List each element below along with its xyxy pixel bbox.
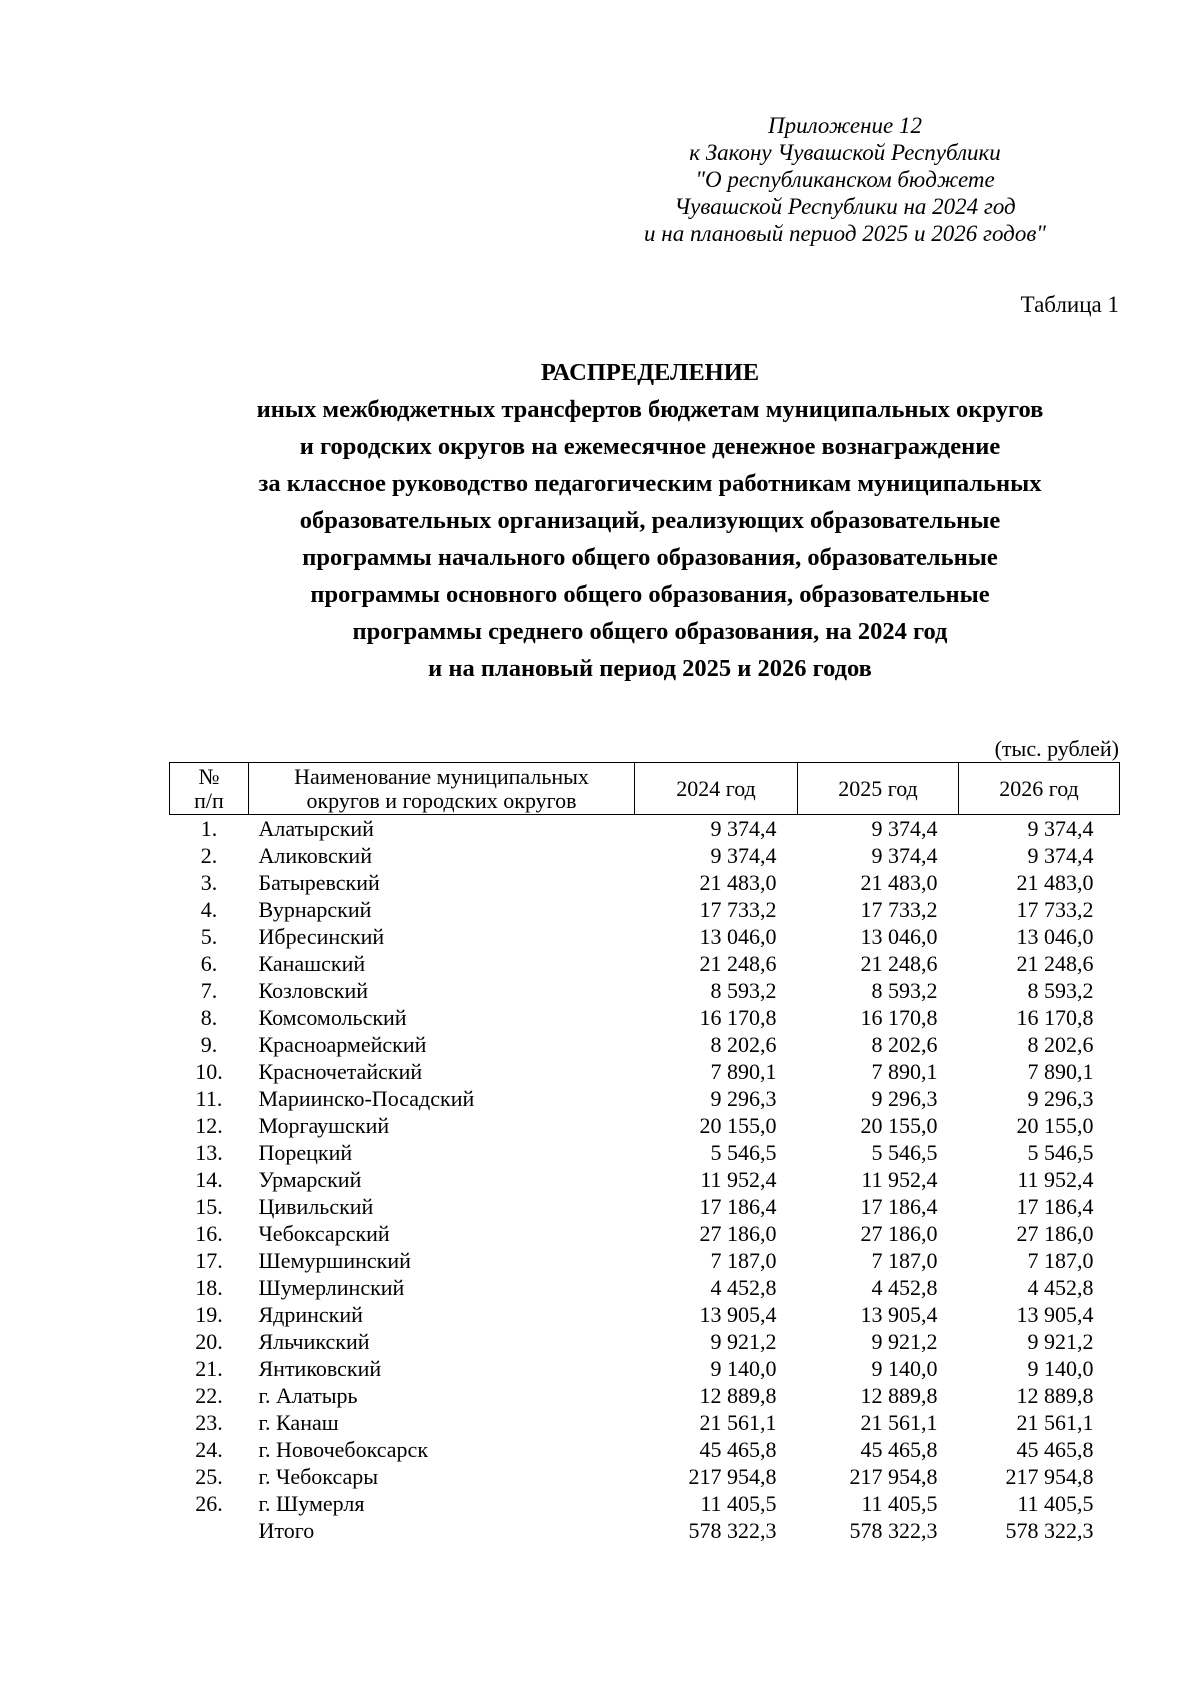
value-2026: 7 890,1: [1027, 1059, 1094, 1084]
row-name: г. Чебоксары: [258, 1464, 379, 1489]
value-2026: 16 170,8: [1016, 1005, 1094, 1030]
value-2025: 13 046,0: [860, 924, 938, 949]
value-2025: 16 170,8: [860, 1005, 938, 1030]
value-2025: 17 186,4: [860, 1194, 938, 1219]
total-row: [170, 1517, 1120, 1544]
table-row: [170, 1085, 1120, 1112]
value-2026: 9 921,2: [1027, 1329, 1094, 1354]
row-number: 15.: [195, 1194, 223, 1219]
value-2026: 21 561,1: [1016, 1410, 1094, 1435]
table-row: [170, 1355, 1120, 1382]
value-2025: 8 202,6: [871, 1032, 938, 1057]
value-2026: 13 905,4: [1016, 1302, 1094, 1327]
row-name: Урмарский: [258, 1167, 362, 1192]
annex-line: Чувашской Республики на 2024 год: [674, 194, 1016, 219]
value-2025: 21 248,6: [860, 951, 938, 976]
value-2026: 11 952,4: [1017, 1167, 1094, 1192]
table-row: [170, 1436, 1120, 1463]
row-number: 10.: [195, 1059, 223, 1084]
table-row: [170, 1382, 1120, 1409]
value-2024: 16 170,8: [699, 1005, 777, 1030]
row-number: 20.: [195, 1329, 223, 1354]
table-row: [170, 1166, 1120, 1193]
table-row: [170, 1409, 1120, 1436]
value-2024: 8 593,2: [710, 978, 777, 1003]
title-line: образовательных организаций, реализующих образовательные: [299, 507, 1001, 534]
row-name: Вурнарский: [258, 897, 372, 922]
title-line: программы среднего общего образования, на 2024 год: [352, 618, 948, 645]
value-2024: 45 465,8: [699, 1437, 777, 1462]
row-name: г. Новочебоксарск: [258, 1437, 429, 1462]
annex-line: и на плановый период 2025 и 2026 годов": [644, 221, 1046, 246]
table-row: [170, 1058, 1120, 1085]
table-row: [170, 1301, 1120, 1328]
row-name: Янтиковский: [258, 1356, 382, 1381]
row-number: 7.: [200, 978, 218, 1003]
value-2024: 11 405,5: [700, 1491, 777, 1516]
value-2024: 9 921,2: [710, 1329, 777, 1354]
value-2026: 21 248,6: [1016, 951, 1094, 976]
annex-block: [560, 112, 1130, 247]
row-name: Канашский: [258, 951, 366, 976]
row-number: 18.: [195, 1275, 223, 1300]
row-name: Красночетайский: [258, 1059, 423, 1084]
row-number: 6.: [200, 951, 218, 976]
row-number: 3.: [200, 870, 218, 895]
value-2026: 11 405,5: [1017, 1491, 1094, 1516]
row-number: 12.: [195, 1113, 223, 1138]
row-number: 23.: [195, 1410, 223, 1435]
value-2026: 17 733,2: [1016, 897, 1094, 922]
row-name: Алатырский: [258, 816, 374, 841]
table-header: [170, 763, 1120, 815]
value-2025: 17 733,2: [860, 897, 938, 922]
title-line: программы основного общего образования, образовательные: [310, 581, 990, 608]
table-row: [170, 1139, 1120, 1166]
value-2026: 8 593,2: [1027, 978, 1094, 1003]
value-2024: 12 889,8: [699, 1383, 777, 1408]
value-2025: 9 296,3: [871, 1086, 938, 1111]
value-2025: 12 889,8: [860, 1383, 938, 1408]
annex-line: к Закону Чувашской Республики: [689, 140, 1001, 165]
value-2025: 20 155,0: [860, 1113, 938, 1138]
row-number: 22.: [195, 1383, 223, 1408]
value-2025: 217 954,8: [849, 1464, 938, 1489]
row-number: [170, 1517, 249, 1544]
row-number: 16.: [195, 1221, 223, 1246]
value-2024: 21 561,1: [699, 1410, 777, 1435]
annex-line: "О республиканском бюджете: [695, 167, 995, 192]
row-name: г. Алатырь: [258, 1383, 358, 1408]
title-line: и городских округов на ежемесячное денежное вознаграждение: [299, 433, 1001, 460]
row-name: Комсомольский: [258, 1005, 407, 1030]
row-number: 8.: [200, 1005, 218, 1030]
table-row: [170, 1004, 1120, 1031]
table-row: [170, 896, 1120, 923]
value-2024: 21 248,6: [699, 951, 777, 976]
value-2026: 5 546,5: [1027, 1140, 1094, 1165]
row-name: Шумерлинский: [258, 1275, 405, 1300]
value-2024: 9 140,0: [710, 1356, 777, 1381]
value-2026: 12 889,8: [1016, 1383, 1094, 1408]
value-2024: 13 046,0: [699, 924, 777, 949]
table-row: [170, 815, 1120, 843]
row-name: Красноармейский: [258, 1032, 427, 1057]
value-2026: 45 465,8: [1016, 1437, 1094, 1462]
value-2024: 7 187,0: [710, 1248, 777, 1273]
table-row: [170, 1220, 1120, 1247]
value-2024: 11 952,4: [700, 1167, 777, 1192]
header-2024: 2024 год: [635, 763, 798, 815]
row-name: Шемуршинский: [258, 1248, 411, 1273]
value-2026: 9 140,0: [1027, 1356, 1094, 1381]
value-2025: 5 546,5: [871, 1140, 938, 1165]
row-number: 4.: [200, 897, 218, 922]
value-2025: 7 187,0: [871, 1248, 938, 1273]
value-2025: 9 140,0: [871, 1356, 938, 1381]
title-line: РАСПРЕДЕЛЕНИЕ: [540, 359, 760, 386]
row-number: 25.: [195, 1464, 223, 1489]
table-row: [170, 977, 1120, 1004]
header-2026: 2026 год: [959, 763, 1120, 815]
value-2024: 20 155,0: [699, 1113, 777, 1138]
header-name-line2: округов и городских округов: [306, 787, 577, 813]
table-row: [170, 923, 1120, 950]
value-2026: 217 954,8: [1005, 1464, 1094, 1489]
value-2026: 4 452,8: [1027, 1275, 1094, 1300]
value-2026: 27 186,0: [1016, 1221, 1094, 1246]
units-label: (тыс. рублей): [994, 736, 1119, 761]
header-number-line2: п/п: [194, 787, 224, 813]
table-body: [170, 815, 1120, 1545]
table-row: [170, 1112, 1120, 1139]
row-name: Ядринский: [258, 1302, 363, 1327]
row-number: 21.: [195, 1356, 223, 1381]
row-number: 5.: [200, 924, 218, 949]
row-name: Батыревский: [258, 870, 380, 895]
row-number: 17.: [195, 1248, 223, 1273]
title-line: и на плановый период 2025 и 2026 годов: [428, 655, 872, 682]
value-2024: 27 186,0: [699, 1221, 777, 1246]
row-number: 24.: [195, 1437, 223, 1462]
annex-line: Приложение 12: [767, 113, 922, 138]
value-2024: 17 733,2: [699, 897, 777, 922]
header-name-line1: Наименование муниципальных: [294, 763, 589, 789]
value-2025: 13 905,4: [860, 1302, 938, 1327]
row-name: Мариинско-Посадский: [258, 1086, 475, 1111]
value-2026: 9 374,4: [1027, 816, 1094, 841]
value-2025: 578 322,3: [849, 1518, 938, 1543]
value-2025: 9 921,2: [871, 1329, 938, 1354]
table-row: [170, 842, 1120, 869]
value-2025: 8 593,2: [871, 978, 938, 1003]
row-name: Итого: [258, 1518, 315, 1543]
row-name: Ибресинский: [258, 924, 385, 949]
value-2024: 5 546,5: [710, 1140, 777, 1165]
value-2026: 8 202,6: [1027, 1032, 1094, 1057]
row-name: Козловский: [258, 978, 369, 1003]
row-name: Моргаушский: [258, 1113, 390, 1138]
row-number: 1.: [200, 816, 218, 841]
value-2024: 9 374,4: [710, 816, 777, 841]
value-2025: 21 561,1: [860, 1410, 938, 1435]
row-name: Порецкий: [258, 1140, 353, 1165]
value-2026: 13 046,0: [1016, 924, 1094, 949]
row-number: 14.: [195, 1167, 223, 1192]
row-name: Аликовский: [258, 843, 372, 868]
header-row: [170, 763, 1120, 815]
value-2024: 17 186,4: [699, 1194, 777, 1219]
header-number-line1: №: [198, 763, 220, 789]
title-line: за классное руководство педагогическим работникам муниципальных: [258, 470, 1042, 497]
header-2025: 2025 год: [798, 763, 959, 815]
distribution-table: [169, 762, 1120, 1544]
table-row: [170, 1490, 1120, 1517]
row-number: 13.: [195, 1140, 223, 1165]
row-number: 19.: [195, 1302, 223, 1327]
table-row: [170, 1463, 1120, 1490]
value-2024: 217 954,8: [688, 1464, 777, 1489]
header-number: [170, 763, 249, 815]
value-2025: 7 890,1: [871, 1059, 938, 1084]
value-2026: 578 322,3: [1005, 1518, 1094, 1543]
value-2025: 11 405,5: [861, 1491, 938, 1516]
row-name: Яльчикский: [258, 1329, 370, 1354]
table-row: [170, 1247, 1120, 1274]
value-2024: 9 374,4: [710, 843, 777, 868]
table-row: [170, 950, 1120, 977]
value-2025: 4 452,8: [871, 1275, 938, 1300]
value-2024: 13 905,4: [699, 1302, 777, 1327]
value-2024: 578 322,3: [688, 1518, 777, 1543]
value-2026: 17 186,4: [1016, 1194, 1094, 1219]
table-row: [170, 1031, 1120, 1058]
row-name: г. Шумерля: [258, 1491, 365, 1516]
value-2024: 7 890,1: [710, 1059, 777, 1084]
value-2026: 21 483,0: [1016, 870, 1094, 895]
value-2025: 27 186,0: [860, 1221, 938, 1246]
value-2026: 7 187,0: [1027, 1248, 1094, 1273]
row-name: Чебоксарский: [258, 1221, 390, 1246]
row-number: 11.: [195, 1086, 223, 1111]
value-2026: 9 374,4: [1027, 843, 1094, 868]
value-2025: 9 374,4: [871, 816, 938, 841]
value-2024: 8 202,6: [710, 1032, 777, 1057]
value-2025: 9 374,4: [871, 843, 938, 868]
value-2026: 9 296,3: [1027, 1086, 1094, 1111]
title-line: иных межбюджетных трансфертов бюджетам муниципальных округов: [256, 396, 1044, 423]
document-title: [120, 354, 1180, 687]
table-row: [170, 1328, 1120, 1355]
row-number: 9.: [200, 1032, 218, 1057]
row-name: Цивильский: [258, 1194, 374, 1219]
value-2024: 9 296,3: [710, 1086, 777, 1111]
table-row: [170, 869, 1120, 896]
value-2025: 11 952,4: [861, 1167, 938, 1192]
header-name: [249, 763, 635, 815]
value-2026: 20 155,0: [1016, 1113, 1094, 1138]
row-name: г. Канаш: [258, 1410, 339, 1435]
row-number: 26.: [195, 1491, 223, 1516]
row-number: 2.: [200, 843, 218, 868]
value-2025: 21 483,0: [860, 870, 938, 895]
title-line: программы начального общего образования, образовательные: [302, 544, 998, 571]
table-row: [170, 1193, 1120, 1220]
value-2024: 21 483,0: [699, 870, 777, 895]
value-2024: 4 452,8: [710, 1275, 777, 1300]
value-2025: 45 465,8: [860, 1437, 938, 1462]
table-label: Таблица 1: [1020, 292, 1119, 317]
table-row: [170, 1274, 1120, 1301]
